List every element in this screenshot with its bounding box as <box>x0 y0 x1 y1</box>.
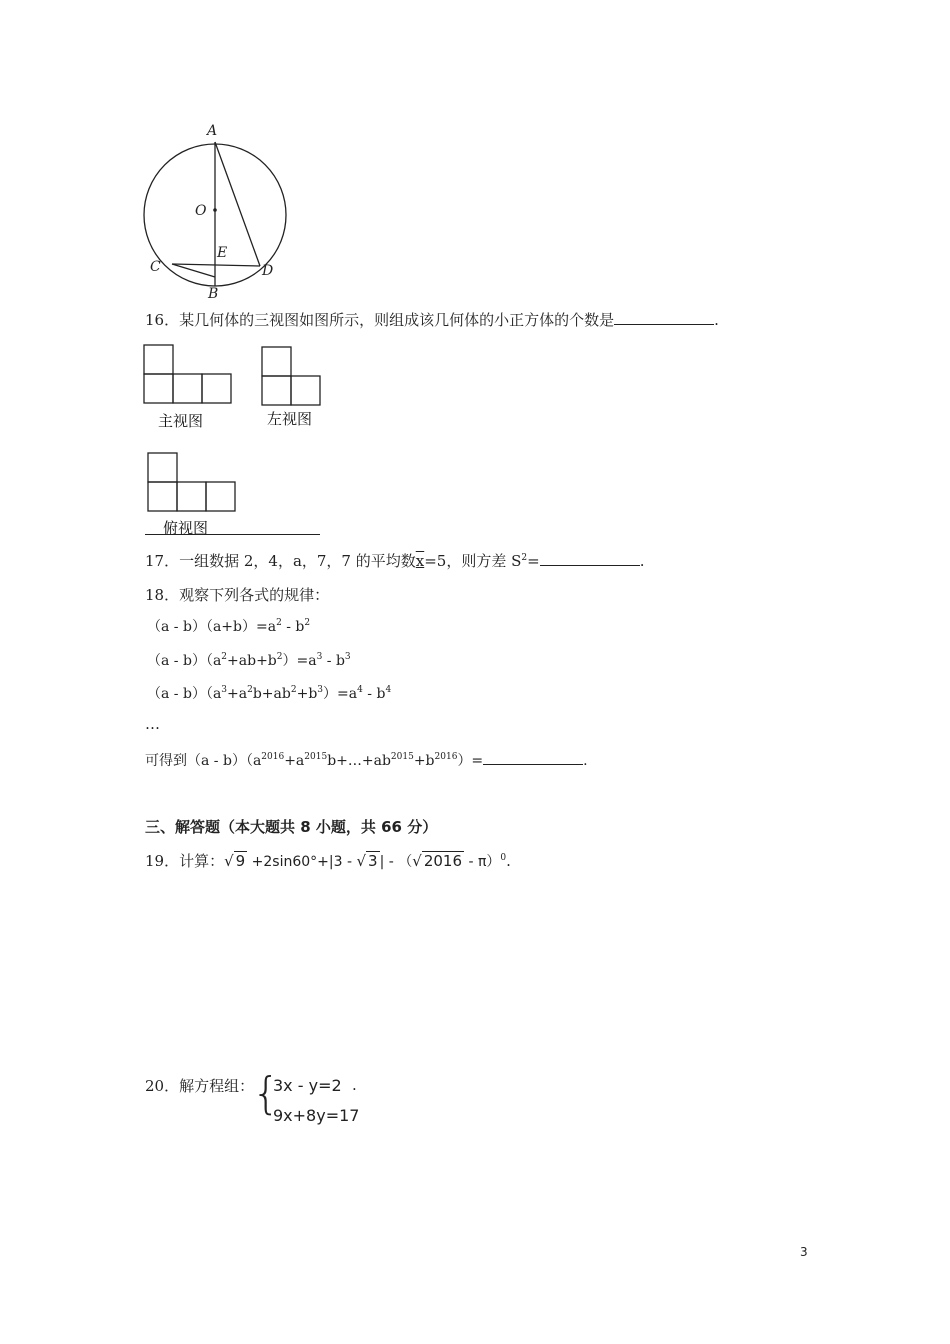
q17-text-b: =5，则方差 S <box>424 552 522 570</box>
label-e: E <box>217 245 228 261</box>
left-view-label: 左视图 <box>267 410 313 428</box>
chord-cb <box>172 264 215 277</box>
question-17 <box>145 551 644 571</box>
page-number: 3 <box>800 1245 808 1259</box>
mean-symbol: x <box>415 552 425 570</box>
question-18-title: 18．观察下列各式的规律： <box>145 586 330 604</box>
q18-formula-3: $(a - b)(a^3+a^2b+ab^2+b^3)=a^4 - b^4$ <box>147 685 392 702</box>
q16-text: 16．某几何体的三视图如图所示，则组成该几何体的小正方体的个数是 <box>145 311 615 329</box>
q17-sup: 2 <box>521 553 528 563</box>
system-equation-2: 9x+8y=17 <box>273 1106 360 1125</box>
label-b: B <box>208 286 219 302</box>
label-d: D <box>262 263 274 279</box>
question-19: 19．计算：√ 9 +2sin60°+|3 - √ 3 | - （√ 2016 - π）$^0$. <box>145 852 511 870</box>
q20-end: . <box>352 1076 357 1094</box>
chord-cd <box>172 264 260 266</box>
front-view-figure <box>143 344 233 406</box>
q17-answer-blank[interactable] <box>540 551 640 566</box>
q17-text-a: 17．一组数据 2，4，a，7，7 的平均数 <box>145 552 416 570</box>
sqrt-9: √ 9 <box>224 852 246 870</box>
question-16 <box>145 310 719 330</box>
circle-figure <box>135 120 295 305</box>
top-view-label: 俯视图 <box>163 519 209 537</box>
q18-answer-blank[interactable] <box>483 750 583 765</box>
label-c: C <box>150 259 161 275</box>
sqrt-3: √ 3 <box>356 852 378 870</box>
left-view-figure <box>261 346 323 408</box>
top-view-figure <box>147 452 237 514</box>
q18-ellipsis: … <box>145 715 160 733</box>
q18-formula-1: $(a - b)(a+b)=a^2 - b^2$ <box>147 618 311 635</box>
system-equation-1: 3x - y=2 <box>273 1076 342 1095</box>
q16-answer-blank[interactable] <box>614 310 714 325</box>
top-view-underline <box>145 534 320 535</box>
q18-formula-2: $(a - b)(a^2+ab+b^2)=a^3 - b^3$ <box>147 652 351 669</box>
sqrt-2016: √ 2016 <box>412 852 462 870</box>
section-3-title: 三、解答题（本大题共 8 小题，共 66 分） <box>145 818 438 836</box>
center-point <box>213 208 217 212</box>
label-a: A <box>207 123 218 139</box>
q18-formula-4: 可得到$(a - b)(a^{2016}+a^{2015}b+\dots+ab^{2015}+b^{2016})=$ . <box>145 752 588 769</box>
system-brace: { <box>252 1068 280 1119</box>
front-view-label: 主视图 <box>158 412 204 430</box>
q16-end: . <box>714 311 719 329</box>
q17-text-c: = <box>527 552 540 570</box>
question-20-label: 20．解方程组： <box>145 1077 255 1095</box>
label-o: O <box>195 203 207 219</box>
q17-end: . <box>639 552 645 570</box>
